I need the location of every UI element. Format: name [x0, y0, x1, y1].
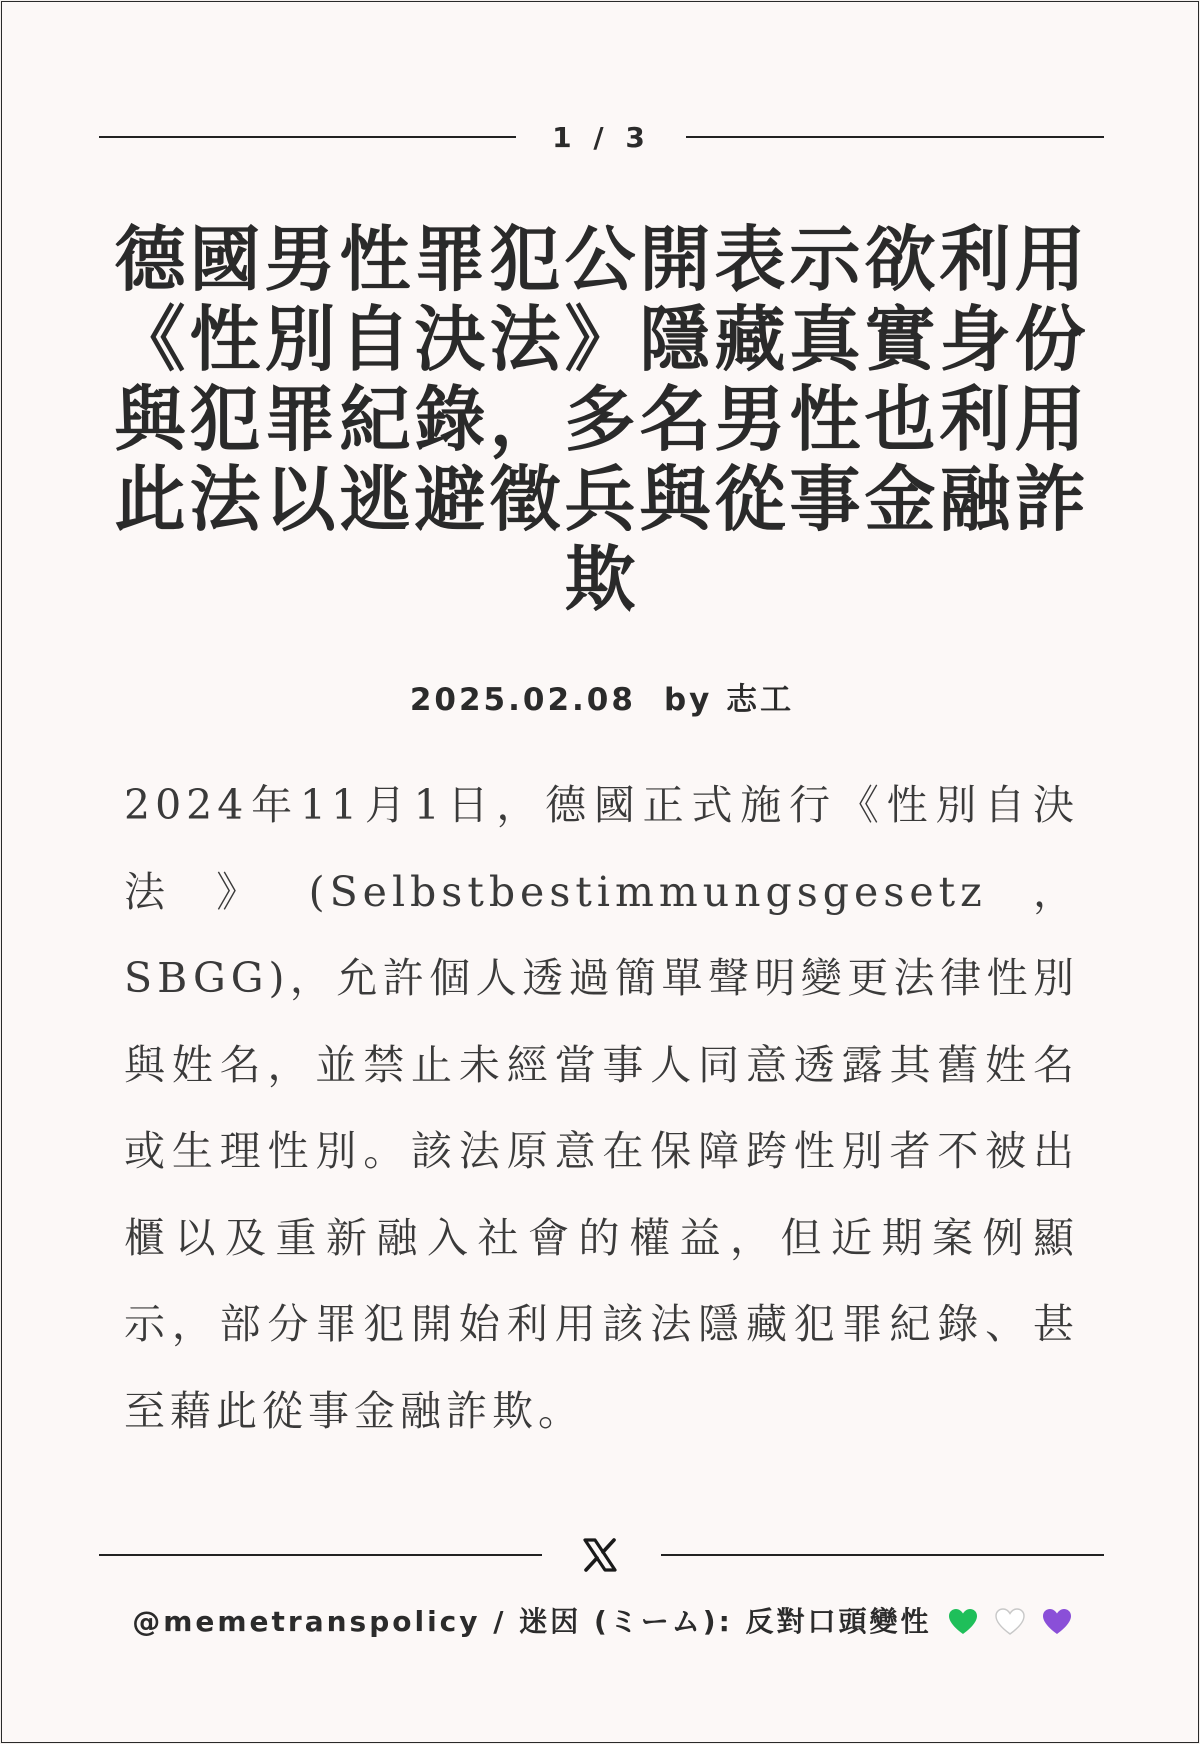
- white-heart-icon: [995, 1608, 1025, 1636]
- article-byline: by 志工: [663, 682, 795, 718]
- divider-right: [686, 136, 1104, 138]
- post-card: [1, 1, 1199, 1743]
- divider-left: [99, 1554, 542, 1556]
- divider-left: [99, 136, 516, 138]
- page-indicator: [99, 114, 1104, 160]
- page-number: 1 / 3: [552, 120, 651, 154]
- account-handle[interactable]: @memetranspolicy / 迷因 (ミーム): 反對口頭變性: [132, 1605, 932, 1638]
- x-logo-icon[interactable]: [582, 1538, 618, 1572]
- divider-right: [661, 1554, 1104, 1556]
- article-meta: [102, 674, 1102, 719]
- green-heart-icon: [948, 1608, 978, 1636]
- article-date: 2025.02.08: [409, 682, 636, 718]
- article-body: 2024年11月1日，德國正式施行《性別自決法》(Selbstbestimmungsgesetz，SBGG)，允許個人透過簡單聲明變更法律性別與姓名，並禁止未經當事人同意透露其舊姓名或生理性別。該法原意在保障跨性別者不被出櫃以及重新融入社會的權益，但近期案例顯示，部分罪犯開始利用該法隱藏犯罪紀錄、甚至藉此從事金融詐欺。: [124, 781, 1079, 1435]
- footer-divider: [99, 1534, 1104, 1574]
- footer-handle: [102, 1600, 1102, 1640]
- article-title: 德國男性罪犯公開表示欲利用《性別自決法》隱藏真實身份與犯罪紀錄，多名男性也利用此法以逃避徵兵與從事金融詐欺: [114, 218, 1090, 621]
- purple-heart-icon: [1042, 1608, 1072, 1636]
